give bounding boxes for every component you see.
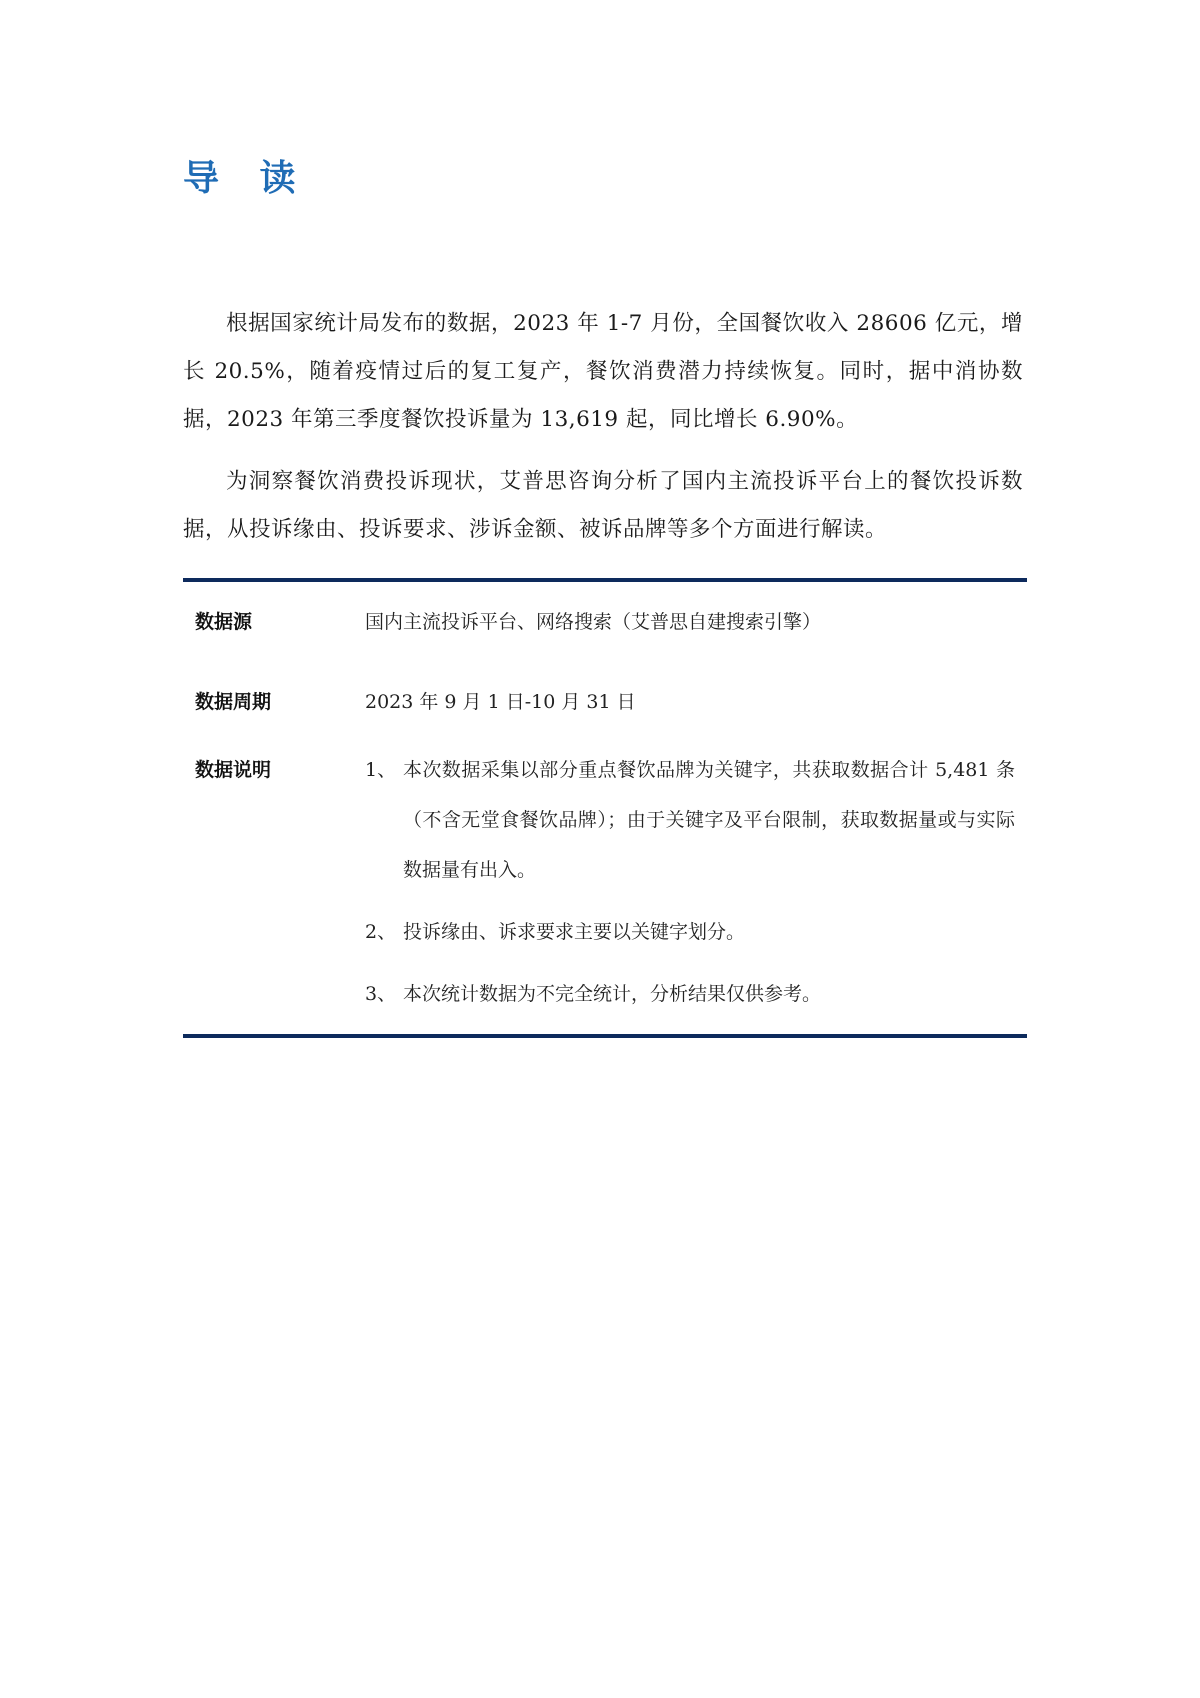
data-notes-value: [365, 745, 1015, 1031]
data-source-value: 国内主流投诉平台、网络搜索（艾普思自建搜索引擎）: [365, 611, 822, 633]
note-text: 投诉缘由、诉求要求主要以关键字划分。: [403, 921, 746, 943]
intro-section: [183, 300, 1023, 568]
note-number: 2、: [365, 921, 397, 943]
data-source-label: 数据源: [195, 611, 253, 633]
note-item: [365, 907, 1015, 957]
intro-paragraph: 为洞察餐饮消费投诉现状，艾普思咨询分析了国内主流投诉平台上的餐饮投诉数据，从投诉缘由、投诉要求、涉诉金额、被诉品牌等多个方面进行解读。: [183, 469, 1023, 542]
note-number: 1、: [365, 759, 397, 781]
data-notes-label: 数据说明: [195, 759, 272, 781]
intro-paragraph: 根据国家统计局发布的数据，2023 年 1-7 月份，全国餐饮收入 28606 亿元，增长 20.5%，随着疫情过后的复工复产，餐饮消费潜力持续恢复。同时，据中消协数据，2023 年第三季度餐饮投诉量为 13,619 起，同比增长 6.90%。: [183, 311, 1023, 432]
note-text: 本次数据采集以部分重点餐饮品牌为关键字，共获取数据合计 5,481 条（不含无堂食餐饮品牌）；由于关键字及平台限制，获取数据量或与实际数据量有出入。: [403, 759, 1015, 881]
data-info-box: [183, 578, 1027, 1038]
page-title: 导 读: [183, 158, 310, 199]
note-item: [365, 745, 1015, 895]
data-period-label: 数据周期: [195, 691, 272, 713]
note-text: 本次统计数据为不完全统计，分析结果仅供参考。: [403, 983, 822, 1005]
note-item: [365, 969, 1015, 1019]
notes-list: [365, 745, 1015, 1019]
data-period-value: 2023 年 9 月 1 日-10 月 31 日: [365, 691, 636, 713]
note-number: 3、: [365, 983, 397, 1005]
